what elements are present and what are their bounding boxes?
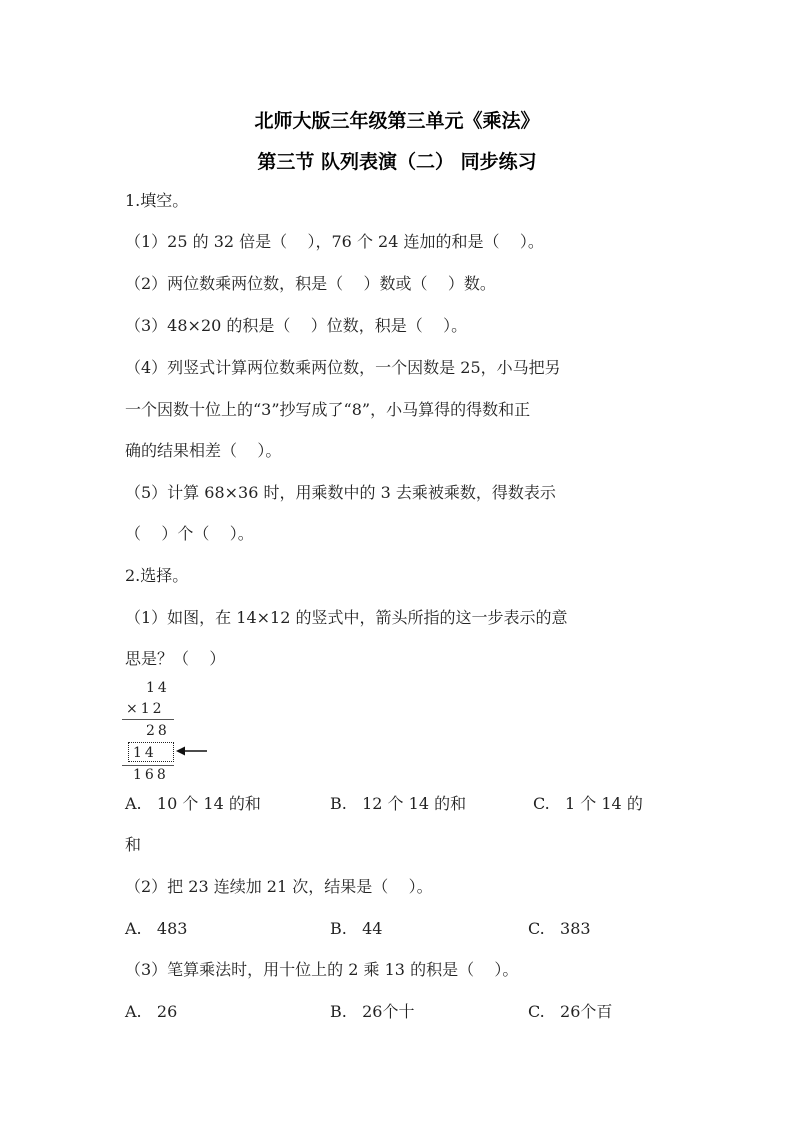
section-1-heading: 1.填空。 xyxy=(125,191,189,210)
fill-question-5-line-1: （5）计算 68×36 时，用乘数中的 3 去乘被乘数，得数表示 xyxy=(125,483,556,502)
q2-option-c: C. 383 xyxy=(528,919,591,938)
multiplicand: 14 xyxy=(146,680,170,696)
partial-product-2: 14 xyxy=(133,745,157,761)
q1-option-a: A. 10 个 14 的和 xyxy=(125,794,261,813)
multiplier: ×12 xyxy=(126,701,165,717)
q3-option-b: B. 26个十 xyxy=(330,1002,415,1021)
q1-option-c-wrap: 和 xyxy=(125,835,142,854)
choice-question-1-line-2: 思是？（ ） xyxy=(125,649,226,668)
worksheet-subtitle: 第三节 队列表演（二） 同步练习 xyxy=(257,151,537,173)
choice-question-2: （2）把 23 连续加 21 次，结果是（ ）。 xyxy=(125,877,433,896)
vertical-multiplication xyxy=(118,678,218,784)
fill-question-2: （2）两位数乘两位数，积是（ ）数或（ ）数。 xyxy=(125,274,496,293)
fill-question-4-line-3: 确的结果相差（ ）。 xyxy=(125,441,282,460)
q3-option-a: A. 26 xyxy=(125,1002,178,1021)
section-2-heading: 2.选择。 xyxy=(125,566,189,585)
choice-question-1-line-1: （1）如图，在 14×12 的竖式中，箭头所指的这一步表示的意 xyxy=(125,608,568,627)
product: 168 xyxy=(133,767,169,783)
q1-option-c: C. 1 个 14 的 xyxy=(533,794,643,813)
worksheet-title: 北师大版三年级第三单元《乘法》 xyxy=(254,110,540,132)
q3-option-c: C. 26个百 xyxy=(528,1002,613,1021)
calc-rule-bottom xyxy=(122,765,174,766)
fill-question-1: （1）25 的 32 倍是（ ），76 个 24 连加的和是（ ）。 xyxy=(125,232,544,251)
q1-option-b: B. 12 个 14 的和 xyxy=(330,794,467,813)
q2-option-a: A. 483 xyxy=(125,919,188,938)
fill-question-5-line-2: （ ）个（ ）。 xyxy=(125,524,254,543)
q2-option-b: B. 44 xyxy=(330,919,383,938)
partial-product-1: 28 xyxy=(146,723,170,739)
choice-question-3: （3）笔算乘法时，用十位上的 2 乘 13 的积是（ ）。 xyxy=(125,960,519,979)
fill-question-4-line-2: 一个因数十位上的“3”抄写成了“8”，小马算得的得数和正 xyxy=(125,400,531,419)
fill-question-4-line-1: （4）列竖式计算两位数乘两位数，一个因数是 25，小马把另 xyxy=(125,358,561,377)
calc-rule-top xyxy=(122,719,174,720)
left-arrow-icon xyxy=(176,744,208,758)
fill-question-3: （3）48×20 的积是（ ）位数，积是（ ）。 xyxy=(125,316,468,335)
